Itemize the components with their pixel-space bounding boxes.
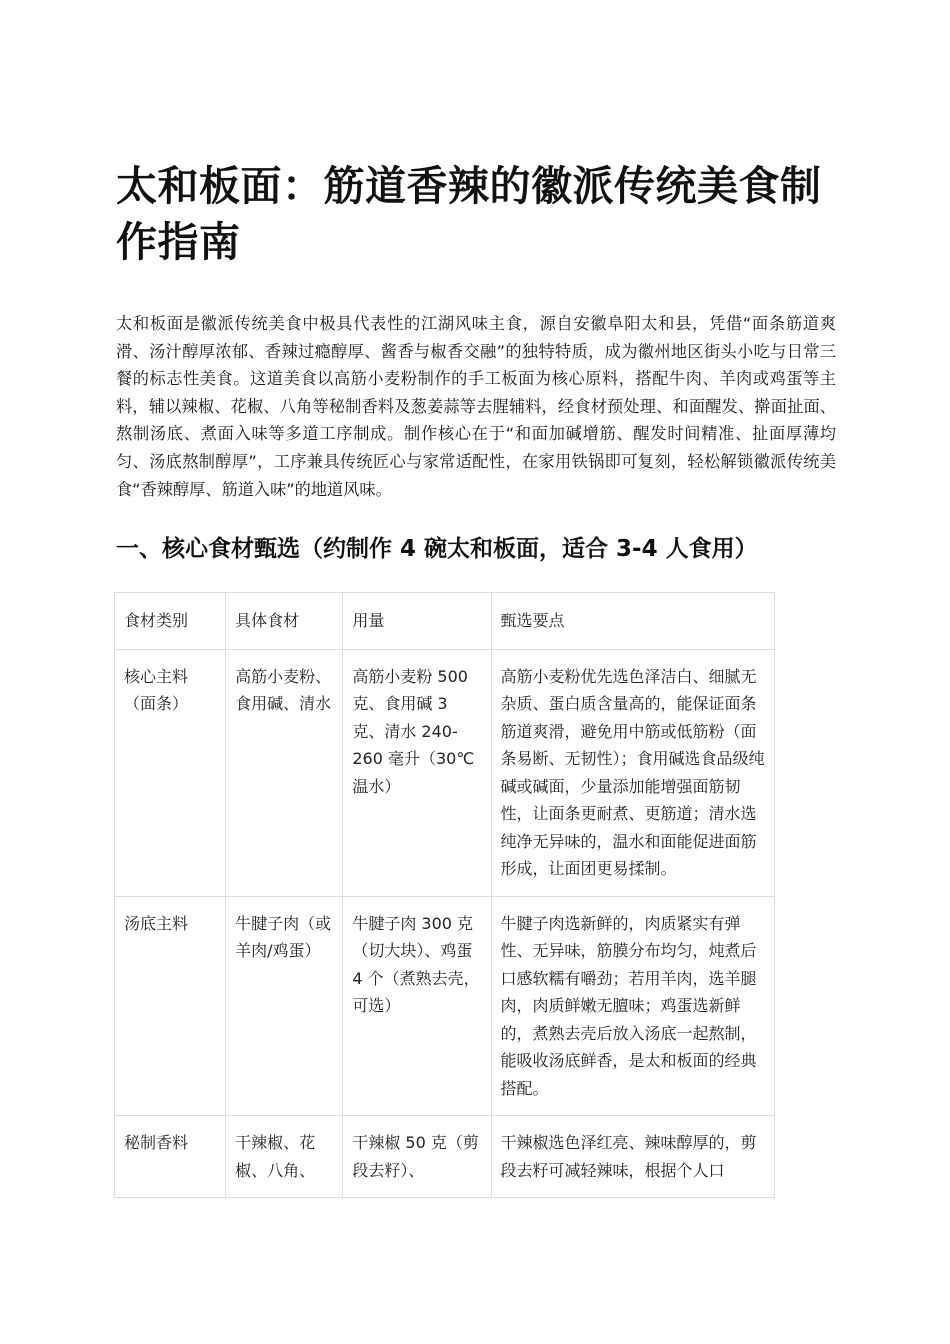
header-ingredients: 具体食材	[226, 593, 343, 650]
cell-ingredients: 干辣椒、花椒、八角、	[226, 1116, 343, 1198]
intro-paragraph: 太和板面是徽派传统美食中极具代表性的江湖风味主食，源自安徽阜阳太和县，凭借“面条筋道爽滑、汤汁醇厚浓郁、香辣过瘾醇厚、酱香与椒香交融”的独特特质，成为徽州地区街头小吃与日常三餐的标志性美食。这道美食以高筋小麦粉制作的手工板面为核心原料，搭配牛肉、羊肉或鸡蛋等主料，辅以辣椒、花椒、八角等秘制香料及葱姜蒜等去腥辅料，经食材预处理、和面醒发、擀面扯面、熬制汤底、煮面入味等多道工序制成。制作核心在于“和面加碱增筋、醒发时间精准、扯面厚薄均匀、汤底熬制醇厚”，工序兼具传统匠心与家常适配性，在家用铁锅即可复刻，轻松解锁徽派传统美食“香辣醇厚、筋道入味”的地道风味。	[116, 314, 836, 499]
cell-notes: 干辣椒选色泽红亮、辣味醇厚的，剪段去籽可减轻辣味，根据个人口	[491, 1116, 774, 1198]
header-amount: 用量	[343, 593, 491, 650]
table-row	[115, 649, 775, 896]
header-notes: 甄选要点	[491, 593, 774, 650]
table-header-row	[115, 593, 775, 650]
cell-ingredients: 牛腱子肉（或羊肉/鸡蛋）	[226, 896, 343, 1116]
cell-notes: 高筋小麦粉优先选色泽洁白、细腻无杂质、蛋白质含量高的，能保证面条筋道爽滑，避免用中筋或低筋粉（面条易断、无韧性）；食用碱选食品级纯碱或碱面，少量添加能增强面筋韧性，让面条更耐煮、更筋道；清水选纯净无异味的，温水和面能促进面筋形成，让面团更易揉制。	[491, 649, 774, 896]
cell-notes: 牛腱子肉选新鲜的，肉质紧实有弹性、无异味，筋膜分布均匀，炖煮后口感软糯有嚼劲；若用羊肉，选羊腿肉，肉质鲜嫩无膻味；鸡蛋选新鲜的，煮熟去壳后放入汤底一起熬制，能吸收汤底鲜香，是太和板面的经典搭配。	[491, 896, 774, 1116]
cell-category: 汤底主料	[115, 896, 226, 1116]
cell-amount: 牛腱子肉 300 克（切大块）、鸡蛋 4 个（煮熟去壳，可选）	[343, 896, 491, 1116]
document-title: 太和板面：筋道香辣的徽派传统美食制作指南	[116, 162, 822, 266]
cell-amount: 高筋小麦粉 500 克、食用碱 3 克、清水 240-260 毫升（30℃温水）	[343, 649, 491, 896]
ingredients-table-container	[114, 592, 776, 1216]
cell-category: 秘制香料	[115, 1116, 226, 1198]
cell-ingredients: 高筋小麦粉、食用碱、清水	[226, 649, 343, 896]
section-heading-ingredients: 一、核心食材甄选（约制作 4 碗太和板面，适合 3-4 人食用）	[116, 536, 758, 563]
cell-category: 核心主料（面条）	[115, 649, 226, 896]
header-category: 食材类别	[115, 593, 226, 650]
table-row	[115, 1116, 775, 1198]
document-page	[116, 158, 836, 565]
table-row	[115, 896, 775, 1116]
cell-amount: 干辣椒 50 克（剪段去籽）、	[343, 1116, 491, 1198]
ingredients-table	[114, 592, 775, 1198]
